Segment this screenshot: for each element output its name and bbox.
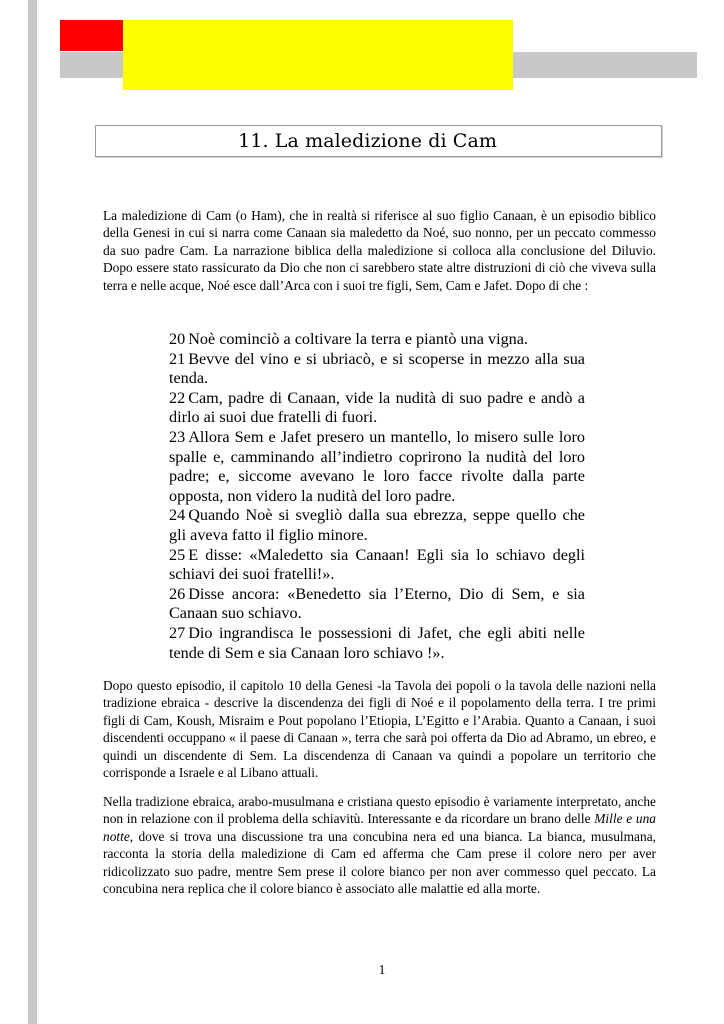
verse: [169, 506, 585, 545]
verse: [169, 546, 585, 585]
verse: [169, 350, 585, 389]
verse-number: 27: [169, 623, 186, 642]
verse-number: 20: [169, 330, 186, 348]
verse-text: Allora Sem e Jafet presero un mantello, lo misero sulle loro spalle e, camminando all’indietro coprirono la nudità del loro padre; e, siccome avevano le loro facce rivolte dalla parte opposta, non videro la nudità del loro padre.: [169, 427, 585, 505]
verse-number: 21: [169, 349, 186, 368]
left-margin-bar: [28, 0, 37, 1024]
verse: [169, 624, 585, 663]
verse-number: 22: [169, 388, 186, 407]
book-title-italic: Mille e una notte,: [103, 811, 657, 844]
tradition-text-before: Nella tradizione ebraica, arabo-musulmana e cristiana questo episodio è variamente interpretato, anche non in relazione con il problema della schiavitù. Interessante e da ricordare un brano delle: [103, 794, 656, 827]
verse: [169, 585, 585, 624]
verse: [169, 330, 585, 350]
page-title: 11. La maledizione di Cam: [238, 130, 497, 152]
verse-number: 26: [169, 584, 186, 603]
verse-text: Disse ancora: «Benedetto sia l’Eterno, Dio di Sem, e sia Canaan suo schiavo.: [169, 584, 585, 623]
verse: [169, 389, 585, 428]
verse-number: 24: [169, 506, 186, 525]
verse-text: E disse: «Maledetto sia Canaan! Egli sia lo schiavo degli schiavi dei suoi fratelli!».: [169, 545, 585, 584]
verse-number: 23: [169, 427, 186, 446]
verse-text: Dio ingrandisca le possessioni di Jafet, che egli abiti nelle tende di Sem e sia Canaan loro schiavo !».: [169, 623, 585, 662]
title-box: [95, 125, 662, 157]
verse: [169, 428, 585, 506]
tradition-text-after: dove si trova una discussione tra una concubina nera ed una bianca. La bianca, musulmana, racconta la storia della maledizione di Cam ed afferma che Cam prese il colore nero per aver ridicolizzato suo padre, mentre Sem prese il colore bianco per non aver commesso quel peccato. La concubina nera replica che il colore bianco è associato alle malattie ed alla morte.: [103, 828, 656, 897]
verse-text: Quando Noè si svegliò dalla sua ebrezza, seppe quello che gli aveva fatto il figlio minore.: [169, 506, 585, 544]
tradition-paragraph: [103, 793, 656, 897]
verse-text: Noè cominciò a coltivare la terra e piantò una vigna.: [188, 330, 528, 348]
header-yellow-block: [123, 20, 513, 90]
intro-paragraph: La maledizione di Cam (o Ham), che in realtà si riferisce al suo figlio Canaan, è un episodio biblico della Genesi in cui si narra come Canaan sia maledetto da Noé, suo nonno, per un peccato commesso da suo padre Cam. La narrazione biblica della maledizione si colloca alla conclusione del Diluvio. Dopo essere stato rassicurato da Dio che non ci sarebbero state altre distruzioni di ciò che viveva sulla terra e nelle acque, Noé esce dall’Arca con i suoi tre figli, Sem, Cam e Jafet. Dopo di che :: [103, 208, 656, 293]
verses-block: [169, 330, 585, 663]
page-number: 1: [378, 962, 386, 977]
verse-text: Cam, padre di Canaan, vide la nudità di suo padre e andò a dirlo ai suoi due fratelli di fuori.: [169, 388, 585, 427]
genesis-paragraph: Dopo questo episodio, il capitolo 10 della Genesi -la Tavola dei popoli o la tavola delle nazioni nella tradizione ebraica - descrive la discendenza dei figli di Noé e il popolamento della terra. I tre primi figli di Cam, Koush, Misraim e Pout popolano l’Etiopia, L’Egitto e l’Arabia. Quanto a Canaan, i suoi discendenti occuppano « il paese di Canaan », terra che sarà poi offerta da Dio ad Abramo, un ebreo, e quindi un discendente di Sem. La discendenza di Canaan va quindi a popolare un territorio che corrisponde a Israele e al Libano attuali.: [103, 678, 656, 781]
verse-number: 25: [169, 545, 186, 564]
verse-text: Bevve del vino e si ubriacò, e si scoperse in mezzo alla sua tenda.: [169, 349, 585, 388]
